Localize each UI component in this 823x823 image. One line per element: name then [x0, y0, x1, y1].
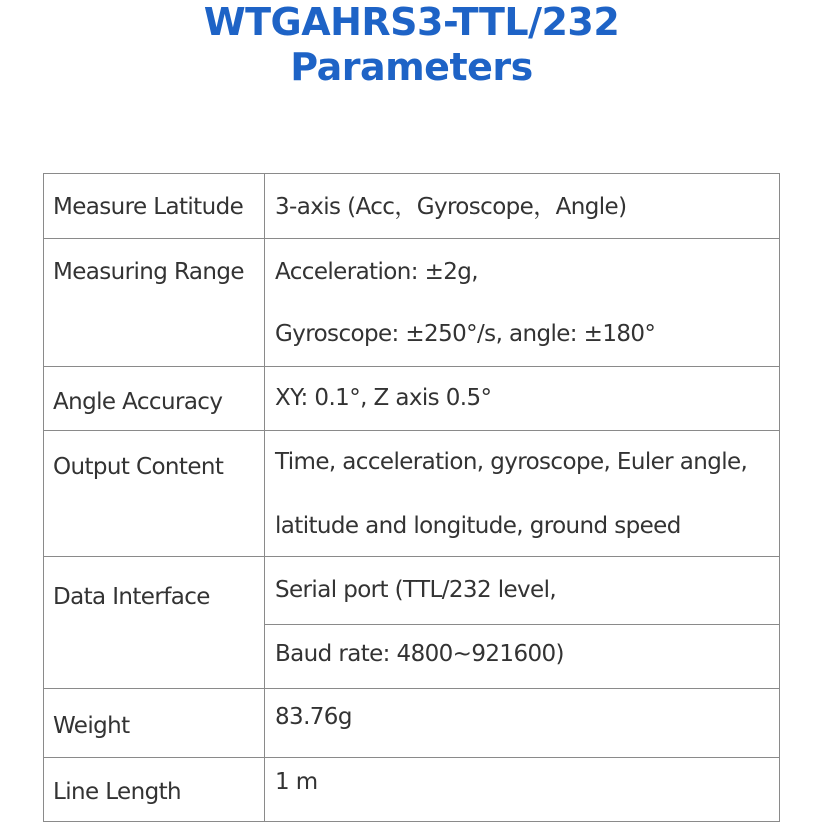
row-value-measuring-range-line2: Gyroscope: ±250°/s, angle: ±180° [275, 321, 656, 347]
row-value-data-interface-line2: Baud rate: 4800~921600) [275, 641, 564, 667]
row-value-output-content-line1: Time, acceleration, gyroscope, Euler angle, [275, 449, 748, 475]
column-divider [264, 174, 265, 821]
row-divider [44, 556, 779, 557]
row-label-angle-accuracy: Angle Accuracy [53, 389, 223, 415]
row-divider [44, 688, 779, 689]
row-label-measuring-range: Measuring Range [53, 259, 244, 285]
sub-row-divider [264, 624, 779, 625]
page-title: WTGAHRS3-TTL/232 [203, 0, 620, 44]
row-value-line-length: 1 m [275, 769, 318, 795]
row-divider [44, 366, 779, 367]
row-value-weight: 83.76g [275, 704, 352, 730]
parameters-table [43, 173, 780, 822]
row-label-output-content: Output Content [53, 454, 224, 480]
page-subtitle: Parameters [290, 45, 533, 89]
row-label-weight: Weight [53, 713, 130, 739]
row-value-angle-accuracy: XY: 0.1°, Z axis 0.5° [275, 385, 492, 411]
row-value-output-content-line2: latitude and longitude, ground speed [275, 513, 681, 539]
row-value-data-interface-line1: Serial port (TTL/232 level, [275, 577, 557, 603]
row-divider [44, 238, 779, 239]
row-label-measure-latitude: Measure Latitude [53, 194, 244, 220]
row-divider [44, 757, 779, 758]
row-value-measuring-range-line1: Acceleration: ±2g, [275, 259, 478, 285]
row-label-line-length: Line Length [53, 779, 181, 805]
row-value-measure-latitude: 3-axis (Acc，Gyroscope，Angle) [275, 194, 627, 220]
row-divider [44, 430, 779, 431]
row-label-data-interface: Data Interface [53, 584, 210, 610]
